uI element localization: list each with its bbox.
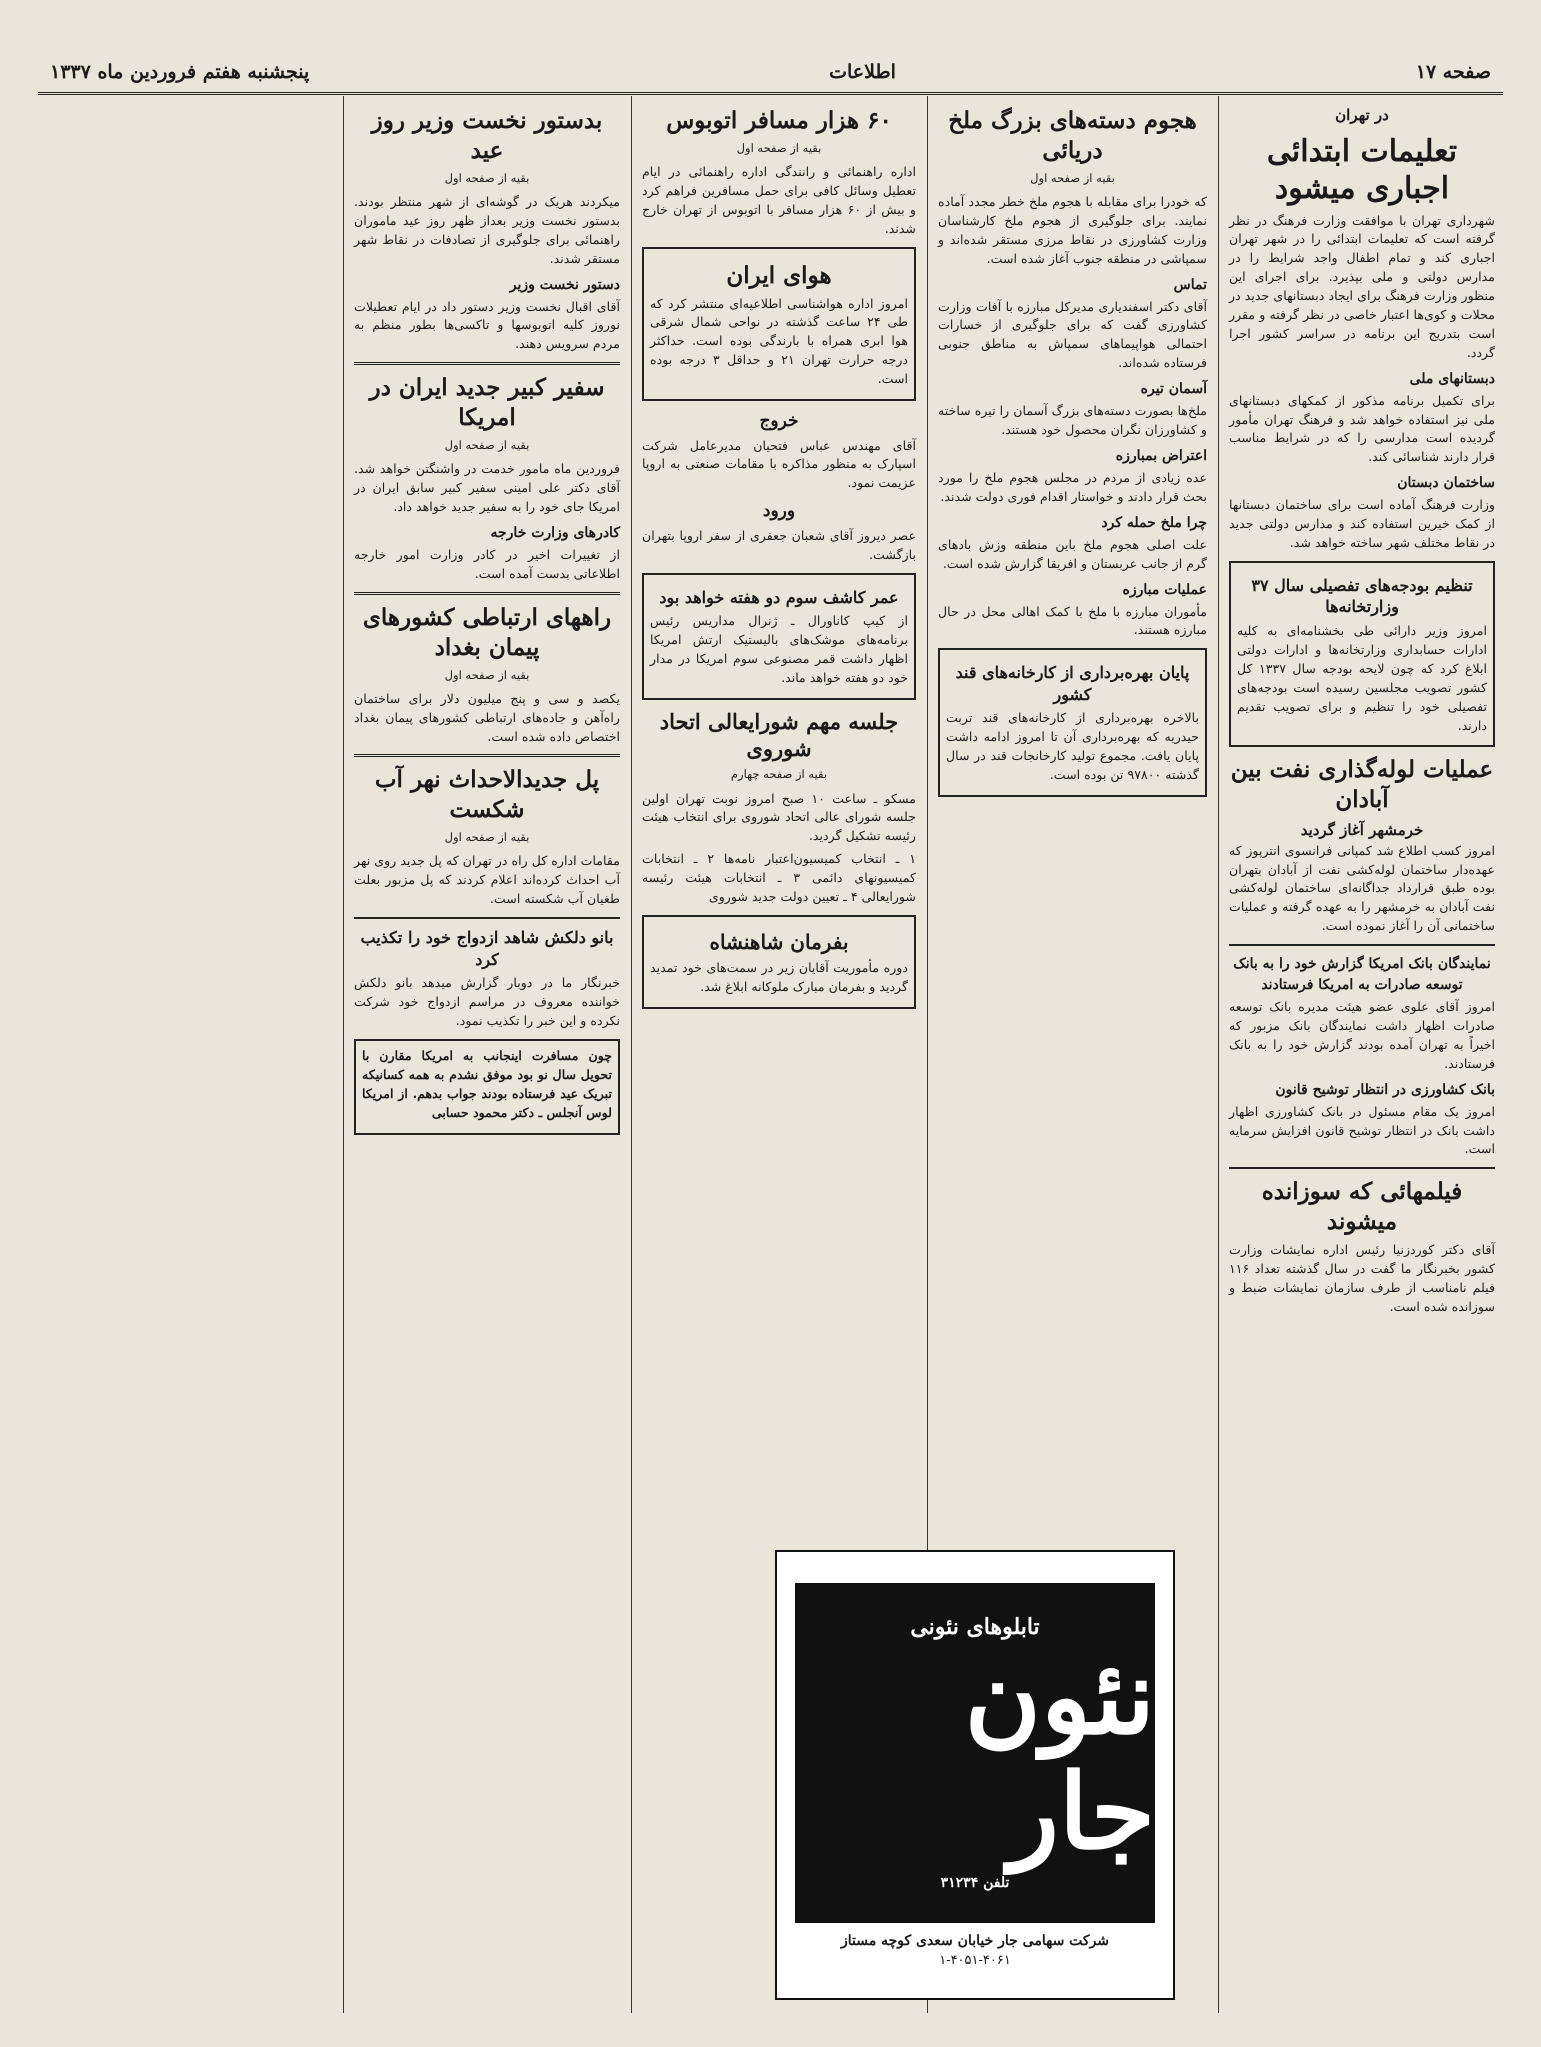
column-rule <box>631 96 632 2013</box>
headline-soviet: جلسه مهم شورایعالی اتحاد شوروی <box>659 708 899 761</box>
notice-box <box>354 1039 620 1135</box>
article-body: آقای دکتر اسفندیاری مدیرکل مبارزه با آفات وزارت کشاورزی گفت که برای جلوگیری از خسارات احتمالی هواپیماهای سمپاش به مناطق جنوبی فرستاده شده‌اند. <box>938 298 1207 371</box>
column-prime-minister <box>346 96 628 2013</box>
page-number: صفحه ۱۷ <box>1415 61 1491 83</box>
continued-label: بقیه از صفحه چهارم <box>730 767 828 782</box>
article-body: میکردند هریک در گوشه‌ای از شهر منتظر بودند. بدستور نخست وزیر بعداز ظهر روز عید ماموران راهنمائی برای جلوگیری از تصادفات در نقاط شهر مستقر شدند. <box>354 194 620 266</box>
ad-panel <box>795 1583 1155 1923</box>
article-body: امروز وزیر دارائی طی بخشنامه‌ای به کلیه ادارات حسابداری وزارتخانه‌ها و ادارات دولتی ابلاغ کرد که چون لایحه بودجه سال ۱۳۳۷ کل کشور تصویب مجلسین رسیده است بودجه‌های تفصیلی خود را تنظیم و برای تصویب تقدیم دارند. <box>1237 623 1487 733</box>
headline-bridge: پل جدیدالاحداث نهر آب شکست <box>374 766 600 824</box>
headline-budget: تنظیم بودجه‌های تفصیلی سال ۳۷ وزارتخانه‌ها <box>1251 575 1473 617</box>
masthead <box>38 52 1503 95</box>
continued-label: بقیه از صفحه اول <box>736 140 822 155</box>
subheading: ساختمان دبستان <box>1397 475 1495 492</box>
agenda-list: ۱ ـ انتخاب کمیسیون‌اعتبار نامه‌ها ۲ ـ انتخابات کمیسیونهای دائمی ۳ ـ انتخابات هیئت رئیسه شورایعالی ۴ ـ تعیین دولت جدید شوروی <box>642 851 916 904</box>
subheading: ورود <box>762 501 796 522</box>
divider <box>354 917 620 919</box>
continued-label: بقیه از صفحه اول <box>444 438 530 453</box>
ad-code: ۱-۴۰۵۱-۴۰۶۱ <box>939 1952 1011 1968</box>
article-body: شهرداری تهران با موافقت وزارت فرهنگ در نظر گرفته است که تعلیمات ابتدائی را در شهر تهران اجباری کند و تمام اطفال واجد شرایط را در مدارس دولتی و ملی بپذیرد. برای اجرای این منظور وزارت فرهنگ برای ایجاد دبستانهای جدید در محلات و کوی‌ها اعتبار خاصی در نظر گرفته و مقرر است بتدریج این برنامه در سراسر کشور اجرا گردد. <box>1229 212 1495 360</box>
subheading: نمایندگان بانک امریکا گزارش خود را به بانک توسعه صادرات به امریکا فرستادند <box>1233 956 1491 994</box>
budget-box <box>1229 561 1495 748</box>
column-education <box>1221 96 1503 2013</box>
headline-bus: ۶۰ هزار مسافر اتوبوس <box>666 107 892 134</box>
divider <box>354 754 620 757</box>
satellite-box <box>642 573 916 700</box>
subheading: چرا ملخ حمله کرد <box>1101 514 1207 531</box>
kicker: در تهران <box>1335 106 1389 124</box>
subheading: خروج <box>759 411 799 432</box>
column-rule <box>343 96 344 2013</box>
headline-pipeline: عملیات لوله‌گذاری نفت بین آبادان <box>1230 756 1494 814</box>
article-body: عصر دیروز آقای شعبان جعفری از سفر اروپا بتهران بازگشت. <box>642 527 916 562</box>
notice-text: چون مسافرت اینجانب به امریکا مقارن با تحویل سال نو بود موفق نشدم به همه کسانیکه تبریک عید فرستاده بودند جواب بدهم. از امریکا لوس آنجلس ـ دکتر محمود حسابی <box>362 1048 612 1120</box>
headline-baghdad-pact: راههای ارتباطی کشورهای پیمان بغداد <box>362 603 612 661</box>
continued-label: بقیه از صفحه اول <box>444 667 530 682</box>
article-body: امروز آقای علوی عضو هیئت مدیره بانک توسعه صادرات اظهار داشت نمایندگان بانک مزبور که اخیراً به تهران آمده بودند گزارش خود را به بانک فرستادند. <box>1229 999 1495 1071</box>
subheading: عملیات مبارزه <box>1122 581 1207 598</box>
divider <box>1229 944 1495 946</box>
article-body: بالاخره بهره‌برداری از کارخانه‌های قند تربت حیدریه که بهره‌برداری آن تا امروز ادامه داشت پایان یافت. مجموع تولید کارخانجات قند در سال گذشته ۹۷۸۰۰ تن بوده است. <box>946 710 1199 783</box>
article-body: عده زیادی از مردم در مجلس هجوم ملخ را مورد بحث قرار دادند و خواستار اقدام فوری دولت شدند. <box>938 469 1207 504</box>
ad-address: شرکت سهامی جار خیابان سعدی کوچه مستاز <box>840 1932 1110 1949</box>
subheading: کادر‌های وزارت خارجه <box>490 524 620 541</box>
article-body: مقامات اداره کل راه در تهران که پل جدید روی نهر آب احداث کرده‌اند اعلام کردند که پل مزبور بعلت طغیان آب شکسته است. <box>354 853 620 907</box>
headline-weather: هوای ایران <box>726 261 832 289</box>
subheading: اعتراض بمبارزه <box>1115 447 1207 464</box>
article-body: آقای دکتر کوردزنیا رئیس اداره نمایشات وزارت کشور بخبرنگار ما گفت در سال گذشته تعداد ۱۱۶ فیلم نامناسب از طرف سازمان نمایشات ضبط و سوزانده شده است. <box>1229 1242 1495 1314</box>
subheading: تماس <box>1173 276 1207 293</box>
article-body: آقای اقبال نخست وزیر دستور داد در ایام تعطیلات نوروز کلیه اتوبوسها و تاکسی‌ها بطور منظم به مردم سرویس دهند. <box>354 298 620 352</box>
subheading: دبستانهای ملی <box>1409 370 1495 387</box>
royal-decree-box <box>642 915 916 1009</box>
article-body: یکصد و سی و پنج میلیون دلار برای ساختمان راه‌آهن و جاده‌های ارتباطی کشورهای پیمان بغداد اختصاص داده شده است. <box>354 690 620 744</box>
divider <box>1229 1167 1495 1169</box>
article-body: خبرنگار ما در دوبار گزارش میدهد بانو دلکش خواننده معروف در مراسم ازدواج خود شرکت نکرده و این خبر را تکذیب نمود. <box>354 975 620 1029</box>
column-rule <box>1218 96 1219 2013</box>
headline-locusts: هجوم دسته‌های بزرگ ملخ دریائی <box>948 107 1197 164</box>
ad-phone: تلفن ۳۱۲۳۴ <box>940 1874 1010 1891</box>
weather-box <box>642 247 916 401</box>
headline-delkash: بانو دلکش شاهد ازدواج خود را تکذیب کرد <box>360 928 614 969</box>
article-body: علت اصلی هجوم ملخ باین منطقه وزش بادهای گرم از جانب عربستان و افریقا گزارش شده است. <box>938 536 1207 571</box>
article-body: مأموران مبارزه با ملخ با کمک اهالی محل در حال مبارزه هستند. <box>938 603 1207 638</box>
article-body: از تغییرات اخیر در کادر وزارت امور خارجه اطلاعاتی بدست آمده است. <box>354 546 620 581</box>
headline-decree: بفرمان شاهنشاه <box>709 929 849 954</box>
kicker: خرمشهر آغاز گردید <box>1300 821 1424 840</box>
ad-brand: نئون جار <box>964 1635 1155 1873</box>
ad-tagline: تابلوهای نئونی <box>910 1614 1040 1641</box>
subheading: دستور نخست وزیر <box>509 276 620 293</box>
article-body: امروز اداره هواشناسی اطلاعیه‌ای منتشر کرد که طی ۲۴ ساعت گذشته در نواحی شمال شرقی هوا ابری همراه با بارندگی بوده است. حداکثر درجه حرارت تهران ۲۱ و حداقل ۳ درجه بوده است. <box>650 295 909 387</box>
neon-advertisement <box>775 1550 1175 2000</box>
article-body: امروز یک مقام مسئول در بانک کشاورزی اظهار داشت بانک در انتظار توشیح قانون افزایش سرمایه است. <box>1229 1103 1495 1157</box>
subheading: بانک کشاورزی در انتظار توشیح قانون <box>1275 1081 1495 1098</box>
article-body: از کیپ کاناورال ـ ژنرال مداریس رئیس برنامه‌های موشک‌های بالیستیک ارتش امریکا اظهار داشت قمر مصنوعی سوم امریکا در مدار خود دو هفته خواهد ماند. <box>650 613 908 685</box>
sugar-box <box>938 648 1207 797</box>
headline-education: تعلیمات ابتدائی اجباری میشود <box>1266 133 1458 206</box>
continued-label: بقیه از صفحه اول <box>444 830 530 845</box>
headline-prime-minister: بدستور نخست وزیر روز عید <box>371 107 603 164</box>
issue-date: پنجشنبه هفتم فروردین ماه ۱۳۳۷ <box>50 61 310 83</box>
article-body: دوره مأموریت آقایان زیر در سمت‌های خود تمدید گردید و بفرمان مبارک ملوکانه ابلاغ شد. <box>650 959 908 994</box>
continued-label: بقیه از صفحه اول <box>1030 170 1115 185</box>
article-body: وزارت فرهنگ آماده است برای ساختمان دبستانها از کمک خیرین استفاده کند و مدارس دولتی جدید در نقاط مختلف شهر ساخته خواهد شد. <box>1229 497 1495 550</box>
article-body: ملخ‌ها بصورت دسته‌های بزرگ آسمان را تیره ساخته و کشاورزان نگران محصول خود هستند. <box>938 403 1207 438</box>
article-body: آقای مهندس عباس فتحیان مدیرعامل شرکت اسپارک به منظور مذاکره با مقامات صنعتی به اروپا عزیمت نمود. <box>642 437 916 491</box>
article-body: که خودرا برای مقابله با هجوم ملخ خطر مجدد آماده نمایند. برای جلوگیری از هجوم ملخ کارشناسان وزارت کشاورزی در نقاط مرزی مستقر شده‌اند و سمپاشی در منطقه جنوب آغاز شده است. <box>938 194 1207 266</box>
paper-name: اطلاعات <box>829 61 896 83</box>
headline-satellite: عمر کاشف سوم دو هفته خواهد بود <box>659 587 899 607</box>
article-body: امروز کسب اطلاع شد کمپانی فرانسوی انترپوز که عهده‌دار ساختمان لوله‌کشی نفت از آبادان بتهران بوده طبق قرارداد جداگانه‌ای ساختمان لوله‌کشی نفت آبادان به خرمشهر را به عهده گرفته و عملیات ساختمانی آن را آغاز نموده است. <box>1229 842 1495 934</box>
continued-label: بقیه از صفحه اول <box>444 170 530 185</box>
divider <box>354 362 620 365</box>
headline-films: فیلمهائی که سوزانده میشوند <box>1261 1178 1463 1236</box>
article-body: اداره راهنمائی و رانندگی اداره راهنمائی در ایام تعطیل وسائل کافی برای حمل مسافرین فراهم کرد و بیش از ۶۰ هزار مسافر با اتوبوس از تهران خارج شدند. <box>642 164 916 236</box>
article-body: فروردین ماه مامور خدمت در واشنگتن خواهد شد. آقای دکتر علی امینی سفیر کبیر سابق ایران در امریکا جای خود را به سفیر جدید خواهد داد. <box>354 461 620 515</box>
headline-ambassador: سفیر کبیر جدید ایران در امریکا <box>369 374 605 432</box>
divider <box>354 592 620 595</box>
subheading: آسمان تیره <box>1140 381 1207 398</box>
article-body: مسکو ـ ساعت ۱۰ صبح امروز نوبت تهران اولین جلسه شورای عالی اتحاد شوروی برای انتخاب هیئت رئیسه تشکیل گردید. <box>642 790 916 844</box>
headline-sugar: پایان بهره‌برداری از کارخانه‌های قند کشور <box>955 663 1190 704</box>
article-body: برای تکمیل برنامه مذکور از کمکهای دبستانهای ملی نیز استفاده خواهد شد و فرهنگ تهران مأمور گردیده است مدارسی را که در شرایط مناسب قرار دارند شناسائی کند. <box>1229 392 1495 465</box>
